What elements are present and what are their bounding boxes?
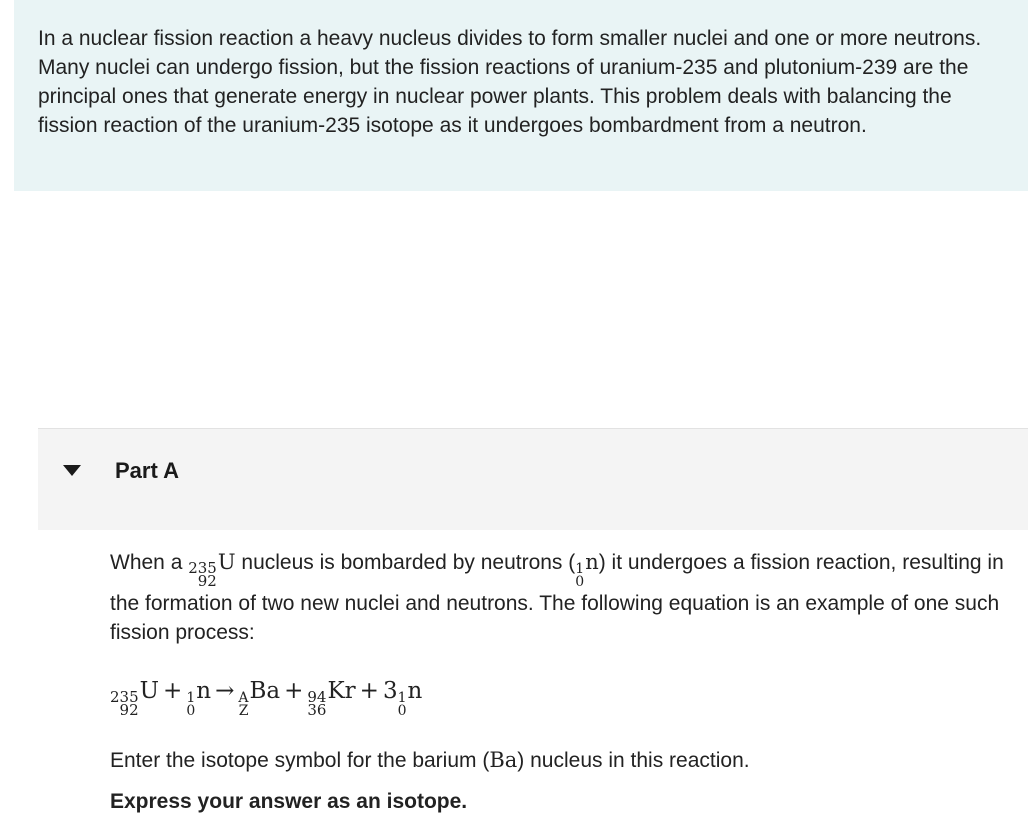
question-text-end: ) it undergoes a fission reaction, resulting in the formation of two new nuclei and neutrons. The following equation is an example of one such fission process: [110,551,1004,644]
intro-text: In a nuclear fission reaction a heavy nucleus divides to form smaller nuclei and one or more neutrons. Many nuclei can undergo fission, but the fission reactions of uranium-235 and plutonium-239 are the principal ones that generate energy in nuclear power plants. This problem deals with balancing the fission reaction of the uranium-235 isotope as it undergoes bombardment from a neutron. [38,27,982,137]
eq-uranium-mass: 235 [110,688,139,706]
part-a-body [110,548,1010,816]
question-text-start: When a [110,551,183,574]
eq-barium-symbol: Ba [249,678,281,704]
question-text [110,548,1010,647]
uranium-mass-number: 235 [188,559,217,577]
barium-element-symbol: Ba [489,748,518,772]
eq-neutron-product-symbol: n [407,678,423,704]
part-a-header[interactable] [38,428,1028,530]
instruction-prefix: Enter the isotope symbol for the barium ( [110,749,490,772]
eq-barium-mass: A [238,690,249,706]
equation-uranium [110,673,159,717]
eq-krypton-mass: 94 [307,688,327,706]
eq-neutron-product-mass: 1 [397,690,407,706]
question-text-middle: nucleus is bombarded by neutrons ( [241,551,576,574]
caret-down-icon[interactable] [63,465,81,477]
eq-krypton-symbol: Kr [327,678,356,704]
plus-sign: + [359,678,379,704]
answer-format-note: Express your answer as an isotope. [110,790,468,813]
eq-neutron-product-atomic: 0 [397,703,407,719]
eq-neutron-atomic: 0 [186,703,196,719]
eq-neutron-mass: 1 [186,690,196,706]
uranium-nuclide [188,548,235,588]
part-title: Part A [115,458,179,483]
uranium-atomic-number: 92 [197,572,217,590]
plus-sign: + [163,678,183,704]
eq-barium-atomic: Z [238,703,249,719]
eq-uranium-atomic: 92 [119,701,139,719]
plus-sign: + [284,678,304,704]
fission-equation [110,673,1010,718]
neutron-symbol: n [585,550,599,574]
eq-neutron-symbol: n [196,678,212,704]
equation-neutron-reactant [186,673,211,718]
neutron-atomic-number: 0 [575,574,585,590]
equation-neutron-product [398,673,423,718]
equation-barium [238,673,280,718]
neutron-mass-number: 1 [575,561,585,577]
uranium-symbol: U [217,550,236,574]
equation-krypton [307,673,355,717]
instruction-text [110,746,1010,775]
neutron-nuclide [575,548,598,589]
eq-krypton-atomic: 36 [307,701,327,719]
eq-uranium-symbol: U [139,678,160,704]
instruction-suffix: ) nucleus in this reaction. [517,749,750,772]
reaction-arrow: → [215,678,235,704]
neutron-coefficient: 3 [382,678,398,704]
intro-panel [14,0,1028,191]
